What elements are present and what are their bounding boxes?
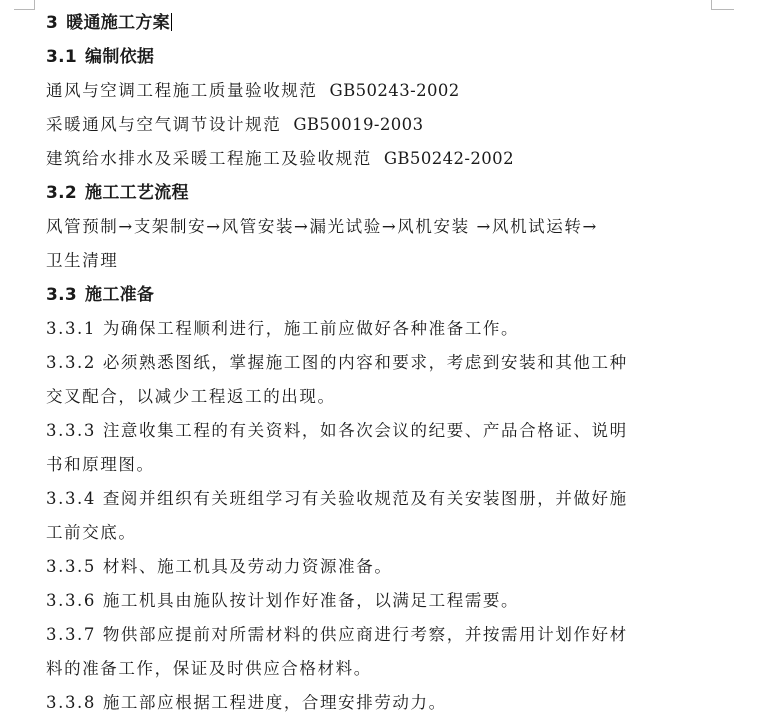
paragraph-line: 3.3.5 材料、施工机具及劳动力资源准备。 <box>46 557 393 576</box>
process-flow-line: 风管预制→支架制安→风管安装→漏光试验→风机安装 →风机试运转→ <box>46 217 598 236</box>
standard-name: 建筑给水排水及采暖工程施工及验收规范 <box>46 149 372 168</box>
paragraph-line: 工前交底。 <box>46 523 137 542</box>
paragraph-line: 料的准备工作，保证及时供应合格材料。 <box>46 659 372 678</box>
section-heading-3-2 <box>46 176 716 210</box>
section-heading-3-3 <box>46 278 716 312</box>
section-number: 3.1 <box>46 47 78 67</box>
standard-line <box>46 74 716 108</box>
paragraph-line: 3.3.7 物供部应提前对所需材料的供应商进行考察，并按需用计划作好材 <box>46 625 628 644</box>
standard-line <box>46 142 716 176</box>
title-text: 暖通施工方案 <box>66 13 170 33</box>
text-cursor <box>171 13 172 31</box>
standard-name: 采暖通风与空气调节设计规范 <box>46 115 282 134</box>
standard-code: GB50242-2002 <box>383 149 514 168</box>
standard-code: GB50019-2003 <box>293 115 424 134</box>
paragraph-line: 交叉配合，以减少工程返工的出现。 <box>46 387 336 406</box>
process-flow-line: 卫生清理 <box>46 251 119 270</box>
paragraph-line: 3.3.2 必须熟悉图纸，掌握施工图的内容和要求，考虑到安装和其他工种 <box>46 353 628 372</box>
crop-mark-top-left <box>14 9 34 10</box>
standard-code: GB50243-2002 <box>329 81 460 100</box>
document-title[interactable] <box>46 6 716 40</box>
standard-line <box>46 108 716 142</box>
paragraph-line: 3.3.1 为确保工程顺利进行，施工前应做好各种准备工作。 <box>46 319 520 338</box>
paragraph-line: 3.3.8 施工部应根据工程进度，合理安排劳动力。 <box>46 693 447 712</box>
paragraph-line: 3.3.6 施工机具由施队按计划作好准备，以满足工程需要。 <box>46 591 520 610</box>
section-title: 编制依据 <box>85 47 155 67</box>
standard-name: 通风与空调工程施工质量验收规范 <box>46 81 318 100</box>
crop-mark-top-left-vertical <box>34 0 35 10</box>
section-title: 施工工艺流程 <box>85 183 189 203</box>
document-body[interactable] <box>46 6 716 720</box>
title-number: 3 <box>46 13 59 33</box>
paragraph-line: 书和原理图。 <box>46 455 155 474</box>
section-number: 3.2 <box>46 183 78 203</box>
paragraph-line: 3.3.3 注意收集工程的有关资料，如各次会议的纪要、产品合格证、说明 <box>46 421 628 440</box>
section-number: 3.3 <box>46 285 78 305</box>
section-heading-3-1 <box>46 40 716 74</box>
paragraph-line: 3.3.4 查阅并组织有关班组学习有关验收规范及有关安装图册，并做好施 <box>46 489 628 508</box>
section-title: 施工准备 <box>85 285 155 305</box>
